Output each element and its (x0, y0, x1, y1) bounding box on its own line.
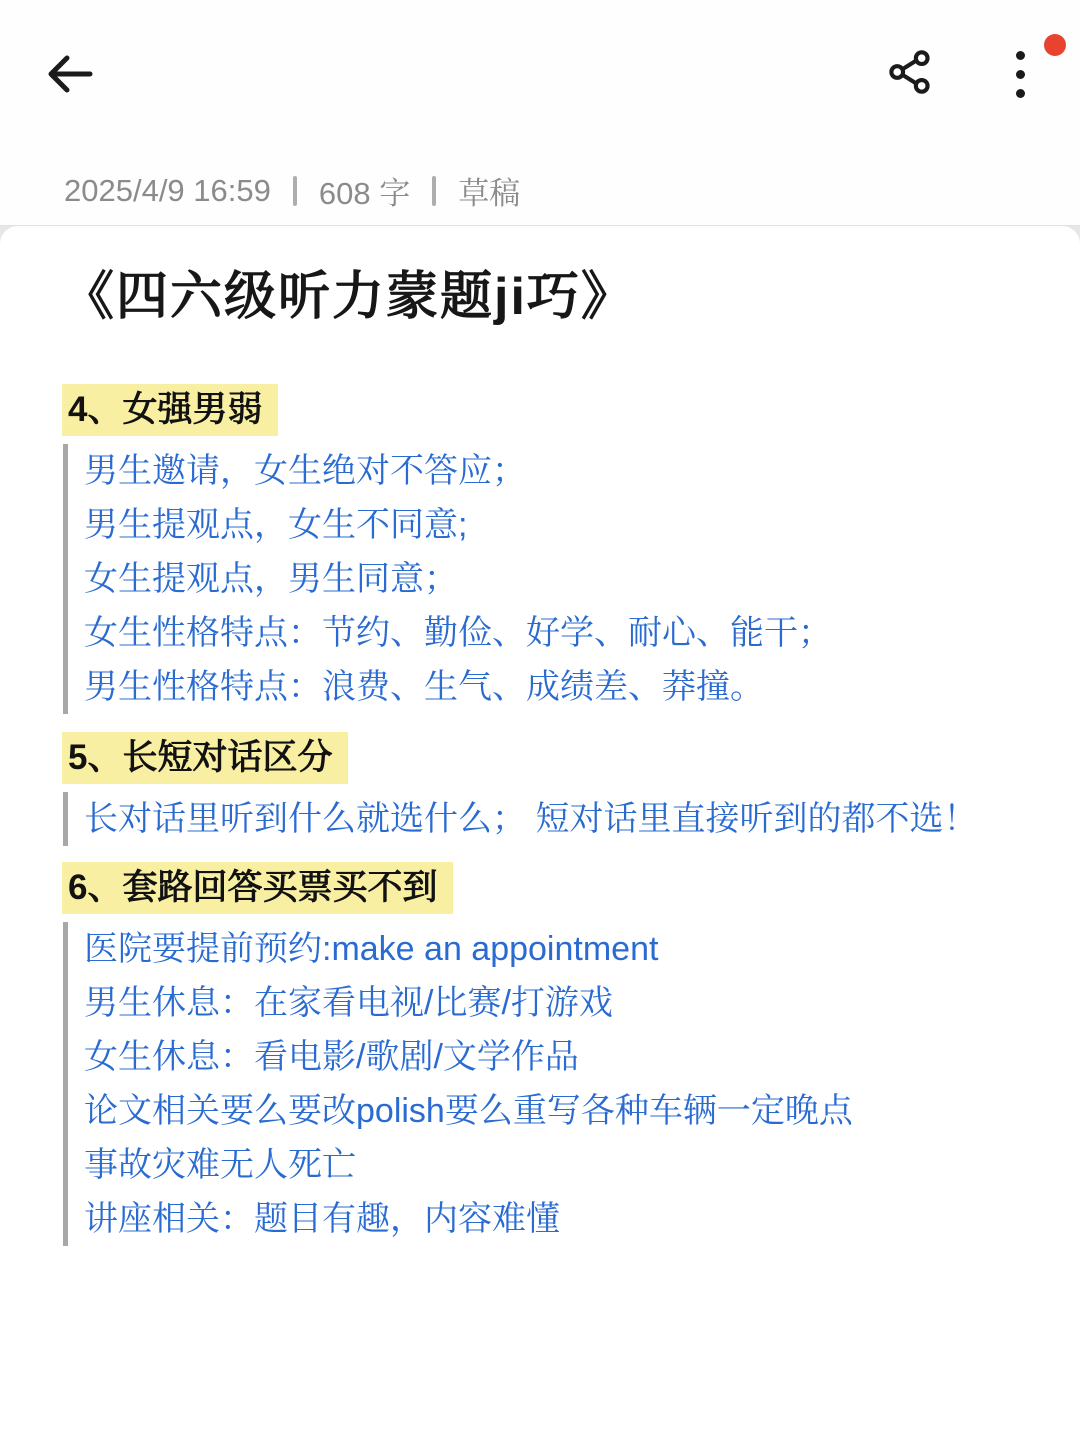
quote-line: 男生提观点，女生不同意; (84, 506, 468, 544)
note-timestamp: 2025/4/9 16:59 (64, 172, 271, 208)
section-4 (62, 334, 1024, 714)
quote-line: 男生邀请，女生绝对不答应； (84, 452, 526, 490)
quote-line: 男生休息：在家看电视/比赛/打游戏 (84, 984, 613, 1022)
quote-line: 女生提观点，男生同意； (84, 560, 458, 598)
app-bar (0, 0, 1080, 225)
page-background (0, 225, 1080, 1440)
quote-line: 论文相关要么要改polish要么重写各种车辆一定晚点 (84, 1092, 853, 1130)
quote-line: 长对话里听到什么就选什么； 短对话里直接听到的都不选！ (84, 800, 978, 838)
section-5 (62, 722, 1024, 846)
section-6 (62, 854, 1024, 1246)
section-6-heading: 6、套路回答买票买不到 (62, 862, 453, 914)
meta-divider (293, 176, 297, 206)
share-icon (884, 46, 936, 103)
quote-line: 讲座相关：题目有趣，内容难懂 (84, 1200, 560, 1238)
note-title: 《四六级听力蒙题ji巧》 (62, 268, 635, 326)
meta-divider (432, 176, 436, 206)
share-button[interactable] (880, 40, 940, 108)
note-word-count: 608 字 (318, 176, 411, 211)
back-button[interactable] (38, 44, 102, 108)
quote-line: 女生性格特点：节约、勤俭、好学、耐心、能干； (84, 614, 832, 652)
section-4-quote-block (63, 444, 1024, 714)
app-bar-actions (880, 40, 1050, 108)
arrow-left-icon (40, 44, 100, 109)
note-meta-row (64, 168, 520, 213)
quote-line: 事故灾难无人死亡 (84, 1146, 356, 1184)
notification-badge-dot (1044, 34, 1066, 56)
note-content-card (0, 226, 1080, 1440)
note-status-draft: 草稿 (458, 176, 521, 211)
section-5-quote-block (63, 792, 1024, 846)
more-vertical-icon (1016, 51, 1025, 98)
quote-line: 女生休息：看电影/歌剧/文学作品 (84, 1038, 579, 1076)
section-4-heading: 4、女强男弱 (62, 384, 278, 436)
section-6-quote-block (63, 922, 1024, 1246)
quote-line: 男生性格特点：浪费、生气、成绩差、莽撞。 (84, 668, 764, 706)
section-5-heading: 5、长短对话区分 (62, 732, 348, 784)
more-button[interactable] (990, 40, 1050, 108)
quote-line: 医院要提前预约:make an appointment (84, 930, 659, 968)
